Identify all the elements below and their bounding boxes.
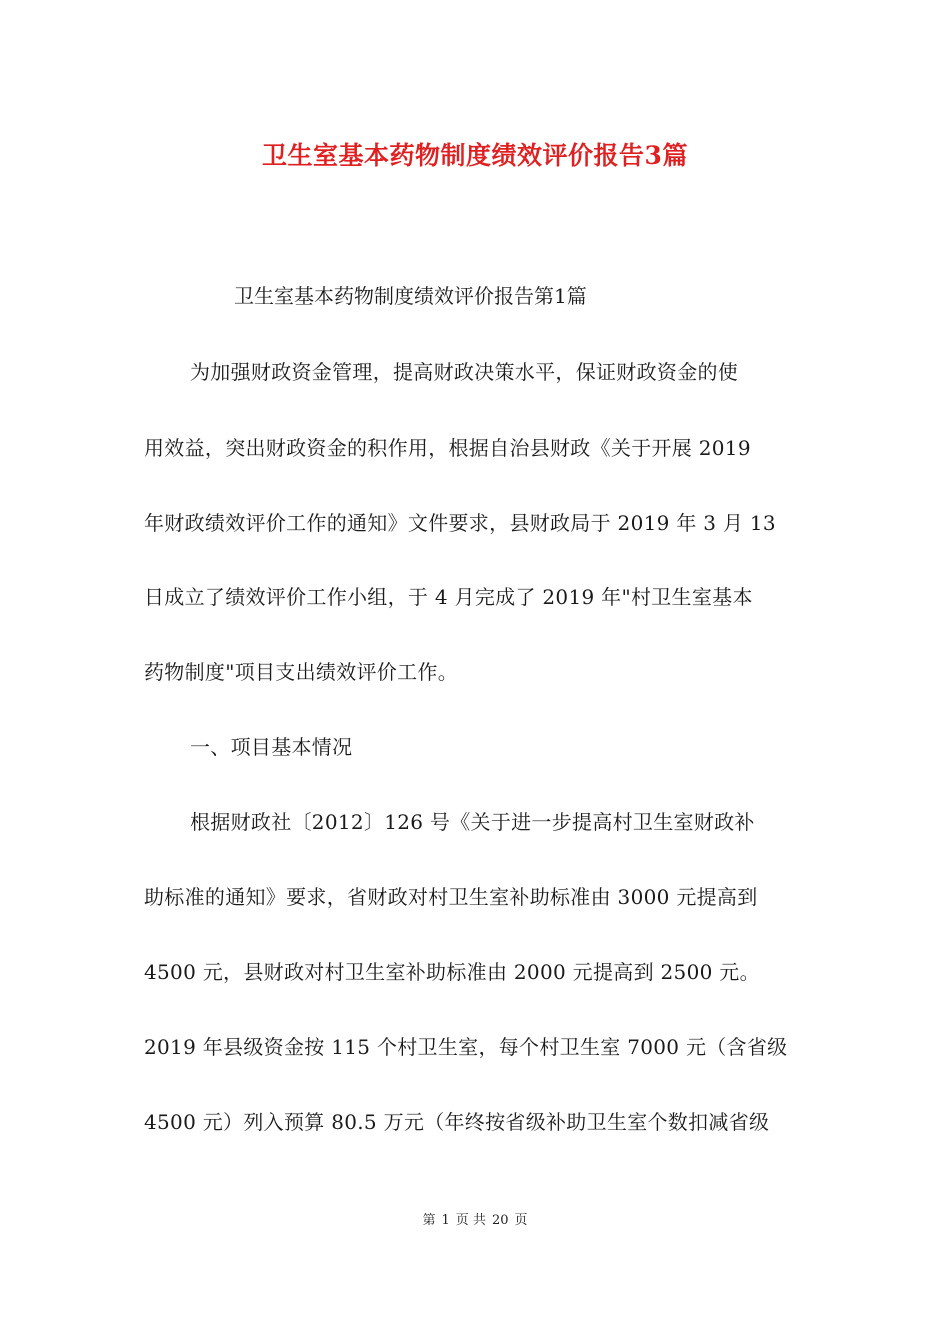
page-footer xyxy=(0,1209,950,1228)
paragraph-line: 根据财政社〔2012〕126 号《关于进一步提高村卫生室财政补 xyxy=(190,810,755,834)
paragraph-line: 药物制度"项目支出绩效评价工作。 xyxy=(144,660,458,684)
paragraph-line: 日成立了绩效评价工作小组，于 4 月完成了 2019 年"村卫生室基本 xyxy=(144,585,753,609)
paragraph-line: 用效益，突出财政资金的积作用，根据自治县财政《关于开展 2019 xyxy=(144,436,751,460)
footer-label-of: 页 共 xyxy=(455,1213,486,1228)
current-page-number: 1 xyxy=(441,1213,450,1228)
section-heading: 一、项目基本情况 xyxy=(190,735,353,759)
footer-label-page: 第 xyxy=(422,1213,436,1228)
paragraph-line: 4500 元，县财政对村卫生室补助标准由 2000 元提高到 2500 元。 xyxy=(144,960,760,984)
document-subtitle: 卫生室基本药物制度绩效评价报告第1篇 xyxy=(234,284,587,308)
paragraph-line: 2019 年县级资金按 115 个村卫生室，每个村卫生室 7000 元（含省级 xyxy=(144,1035,788,1059)
paragraph-line: 年财政绩效评价工作的通知》文件要求，县财政局于 2019 年 3 月 13 xyxy=(144,511,776,535)
total-page-count: 20 xyxy=(491,1213,509,1228)
document-title: 卫生室基本药物制度绩效评价报告3篇 xyxy=(262,141,688,170)
footer-label-pages: 页 xyxy=(514,1213,528,1228)
paragraph-line: 4500 元）列入预算 80.5 万元（年终按省级补助卫生室个数扣减省级 xyxy=(144,1110,770,1134)
paragraph-line: 助标准的通知》要求，省财政对村卫生室补助标准由 3000 元提高到 xyxy=(144,885,758,909)
paragraph-line: 为加强财政资金管理，提高财政决策水平，保证财政资金的使 xyxy=(190,360,739,384)
